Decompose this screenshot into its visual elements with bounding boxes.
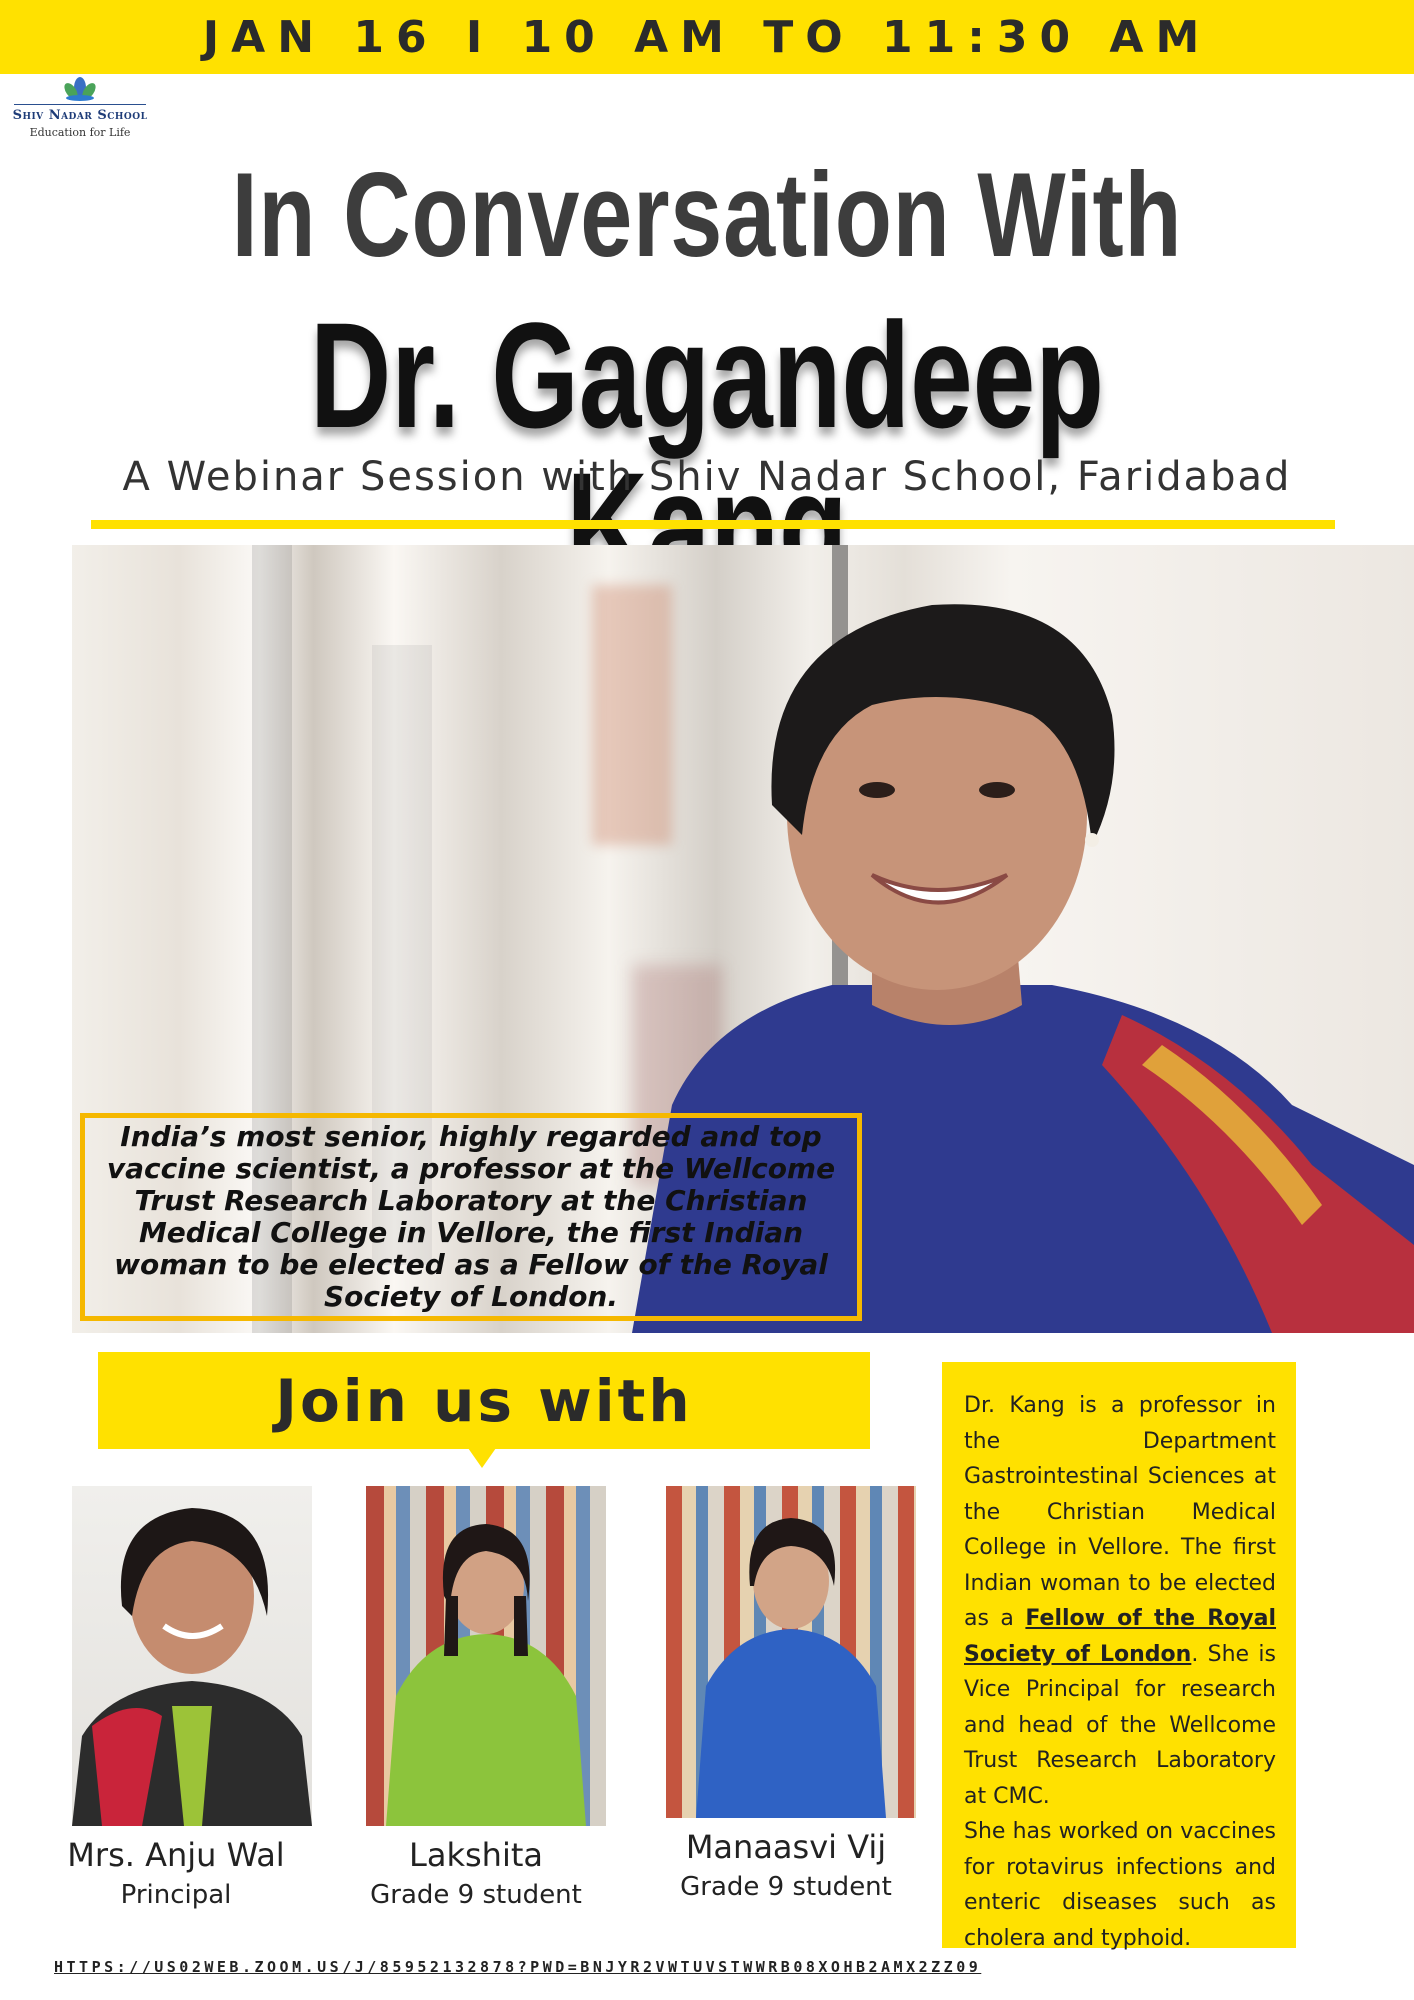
student-2-name: Manaasvi Vij xyxy=(685,1828,887,1866)
about-text-1: Dr. Kang is a professor in the Department Gastrointestinal Sciences at the Christian Medical College in Vellore. The first Indian woman to be elected as a xyxy=(964,1393,1276,1631)
student-2-photo xyxy=(666,1486,916,1818)
subtitle-underline xyxy=(91,520,1335,529)
date-time-banner xyxy=(0,0,1414,74)
student-2-role: Grade 9 student xyxy=(680,1872,892,1902)
principal-portrait xyxy=(72,1486,312,1826)
speaker-bio-text: India’s most senior, highly regarded and top vaccine scientist, a professor at the Wellcome Trust Research Laboratory at the Christian Medical College in Vellore, the first Indian woman to be elected as a Fellow of the Royal Society of London. xyxy=(106,1120,836,1313)
student-1-photo xyxy=(366,1486,606,1826)
title-line-1: In Conversation With xyxy=(231,148,1183,282)
student-2-portrait xyxy=(666,1486,916,1818)
join-us-banner xyxy=(98,1352,870,1449)
student-1-role: Grade 9 student xyxy=(370,1880,582,1910)
speaker-about-box xyxy=(942,1362,1296,1951)
fellow-royal-society-highlight: Fellow of the Royal Society of London xyxy=(964,1606,1277,1667)
title-line-2: Dr. Gagandeep xyxy=(310,291,1104,459)
host-card-student-2 xyxy=(666,1486,906,1902)
join-us-label: Join us with xyxy=(275,1366,693,1435)
principal-photo xyxy=(72,1486,312,1826)
logo-name: Shiv Nadar School xyxy=(12,108,148,123)
host-card-student-1 xyxy=(356,1486,596,1910)
zoom-meeting-link[interactable]: HTTPS://US02WEB.ZOOM.US/J/85952132878?PWD=BNJYR2VWTUVSTWWRB08XOHB2AMX2ZZ09 xyxy=(54,1958,982,1976)
host-card-principal xyxy=(56,1486,296,1910)
student-1-portrait xyxy=(366,1486,606,1826)
principal-name: Mrs. Anju Wal xyxy=(67,1836,285,1874)
lotus-icon xyxy=(57,76,103,102)
speaker-bio-callout xyxy=(80,1113,862,1321)
about-paragraph-2: She has worked on vaccines for rotavirus infections and enteric diseases such as cholera and typhoid. xyxy=(964,1819,1276,1951)
about-paragraph-1 xyxy=(964,1388,1276,1814)
join-banner-pointer xyxy=(468,1448,496,1468)
subtitle: A Webinar Session with Shiv Nadar School, Faridabad xyxy=(122,454,1292,500)
school-logo xyxy=(6,76,154,156)
principal-role: Principal xyxy=(120,1880,232,1910)
about-text-2: . She is Vice Principal for research and head of the Wellcome Trust Research Laboratory at CMC. xyxy=(964,1641,1276,1809)
student-1-name: Lakshita xyxy=(409,1836,543,1874)
logo-tagline: Education for Life xyxy=(29,126,131,139)
date-time-text: JAN 16 I 10 AM TO 11:30 AM xyxy=(202,11,1212,63)
